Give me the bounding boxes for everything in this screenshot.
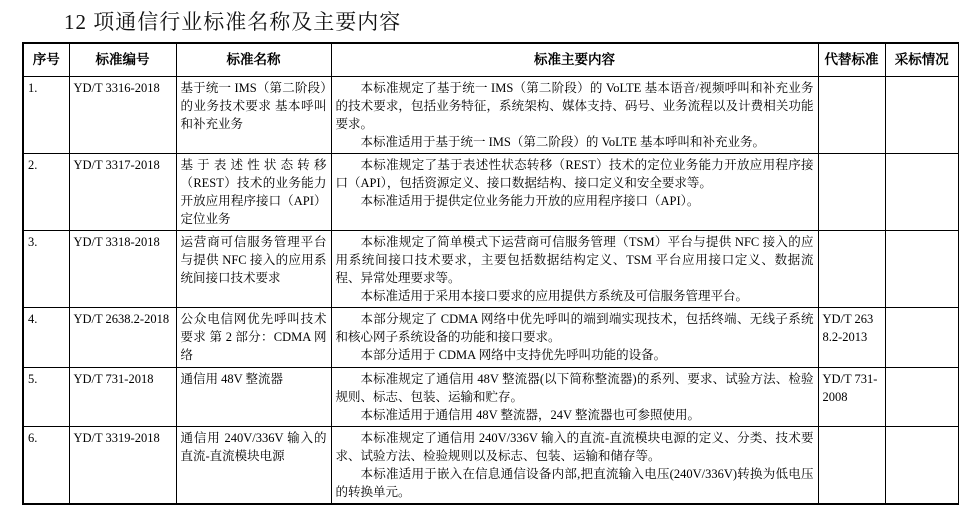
content-paragraph: 本标准适用于提供定位业务能力开放的应用程序接口（API）。 xyxy=(360,193,700,208)
cell-code: YD/T 3318-2018 xyxy=(69,230,176,307)
content-paragraph: 本标准适用于采用本接口要求的应用提供方系统及可信服务管理平台。 xyxy=(360,288,749,303)
page-title: 12 项通信行业标准名称及主要内容 xyxy=(64,10,402,34)
content-paragraph: 本标准适用于嵌入在信息通信设备内部,把直流输入电压(240V/336V)转换为低电压的转换单元。 xyxy=(335,466,814,499)
cell-replaces xyxy=(818,230,885,307)
cell-adoption xyxy=(885,153,959,230)
table-row xyxy=(23,153,959,230)
cell-seq: 6. xyxy=(23,426,69,504)
cell-name: 通信用 48V 整流器 xyxy=(176,367,331,426)
header-code: 标准编号 xyxy=(69,43,176,76)
cell-seq: 5. xyxy=(23,367,69,426)
cell-replaces xyxy=(818,426,885,504)
cell-adoption xyxy=(885,307,959,367)
cell-seq: 2. xyxy=(23,153,69,230)
table-row xyxy=(23,230,959,307)
cell-code: YD/T 731-2018 xyxy=(69,367,176,426)
table-row xyxy=(23,307,959,367)
header-replaces: 代替标准 xyxy=(818,43,885,76)
cell-content xyxy=(331,76,818,153)
content-paragraph: 本标准适用于通信用 48V 整流器，24V 整流器也可参照使用。 xyxy=(360,407,700,422)
content-paragraph: 本标准规定了基于表述性状态转移（REST）技术的定位业务能力开放应用程序接口（API），包括资源定义、接口数据结构、接口定义和安全要求等。 xyxy=(335,157,814,190)
cell-adoption xyxy=(885,367,959,426)
cell-content xyxy=(331,426,818,504)
cell-replaces: YD/T 2638.2-2013 xyxy=(818,307,885,367)
cell-content xyxy=(331,307,818,367)
cell-replaces xyxy=(818,76,885,153)
table-row xyxy=(23,76,959,153)
content-paragraph: 本部分适用于 CDMA 网络中支持优先呼叫功能的设备。 xyxy=(360,347,667,362)
cell-name: 通信用 240V/336V 输入的直流-直流模块电源 xyxy=(176,426,331,504)
cell-name: 公众电信网优先呼叫技术要求 第 2 部分：CDMA 网络 xyxy=(176,307,331,367)
content-paragraph: 本标准适用于基于统一 IMS（第二阶段）的 VoLTE 基本呼叫和补充业务。 xyxy=(360,134,766,149)
cell-content xyxy=(331,230,818,307)
cell-adoption xyxy=(885,230,959,307)
cell-replaces xyxy=(818,153,885,230)
content-paragraph: 本标准规定了基于统一 IMS（第二阶段）的 VoLTE 基本语音/视频呼叫和补充业务的技术要求，包括业务特征，系统架构、媒体支持、码号、业务流程以及计费相关功能要求。 xyxy=(335,80,814,131)
cell-code: YD/T 3319-2018 xyxy=(69,426,176,504)
cell-adoption xyxy=(885,426,959,504)
cell-name: 基于统一 IMS（第二阶段）的业务技术要求 基本呼叫和补充业务 xyxy=(176,76,331,153)
cell-name: 运营商可信服务管理平台与提供 NFC 接入的应用系统间接口技术要求 xyxy=(176,230,331,307)
cell-name: 基于表述性状态转移（REST）技术的业务能力开放应用程序接口（API） 定位业务 xyxy=(176,153,331,230)
cell-code: YD/T 3316-2018 xyxy=(69,76,176,153)
header-seq: 序号 xyxy=(23,43,69,76)
table-row xyxy=(23,426,959,504)
cell-seq: 1. xyxy=(23,76,69,153)
header-row xyxy=(23,43,959,76)
header-name: 标准名称 xyxy=(176,43,331,76)
content-paragraph: 本部分规定了 CDMA 网络中优先呼叫的端到端实现技术，包括终端、无线子系统和核心网子系统设备的功能和接口要求。 xyxy=(335,311,814,344)
table-row xyxy=(23,367,959,426)
cell-code: YD/T 3317-2018 xyxy=(69,153,176,230)
cell-content xyxy=(331,367,818,426)
header-adoption: 采标情况 xyxy=(885,43,959,76)
cell-content xyxy=(331,153,818,230)
content-paragraph: 本标准规定了通信用 48V 整流器(以下简称整流器)的系列、要求、试验方法、检验规则、标志、包装、运输和贮存。 xyxy=(335,371,814,404)
cell-code: YD/T 2638.2-2018 xyxy=(69,307,176,367)
standards-table xyxy=(22,42,959,505)
cell-seq: 4. xyxy=(23,307,69,367)
cell-adoption xyxy=(885,76,959,153)
cell-seq: 3. xyxy=(23,230,69,307)
header-content: 标准主要内容 xyxy=(331,43,818,76)
content-paragraph: 本标准规定了简单模式下运营商可信服务管理（TSM）平台与提供 NFC 接入的应用系统间接口技术要求，主要包括数据结构定义、TSM 平台应用接口定义、数据流程、异常处理要求等。 xyxy=(335,234,814,285)
content-paragraph: 本标准规定了通信用 240V/336V 输入的直流-直流模块电源的定义、分类、技术要求、试验方法、检验规则以及标志、包装、运输和储存等。 xyxy=(335,430,814,463)
cell-replaces: YD/T 731-2008 xyxy=(818,367,885,426)
